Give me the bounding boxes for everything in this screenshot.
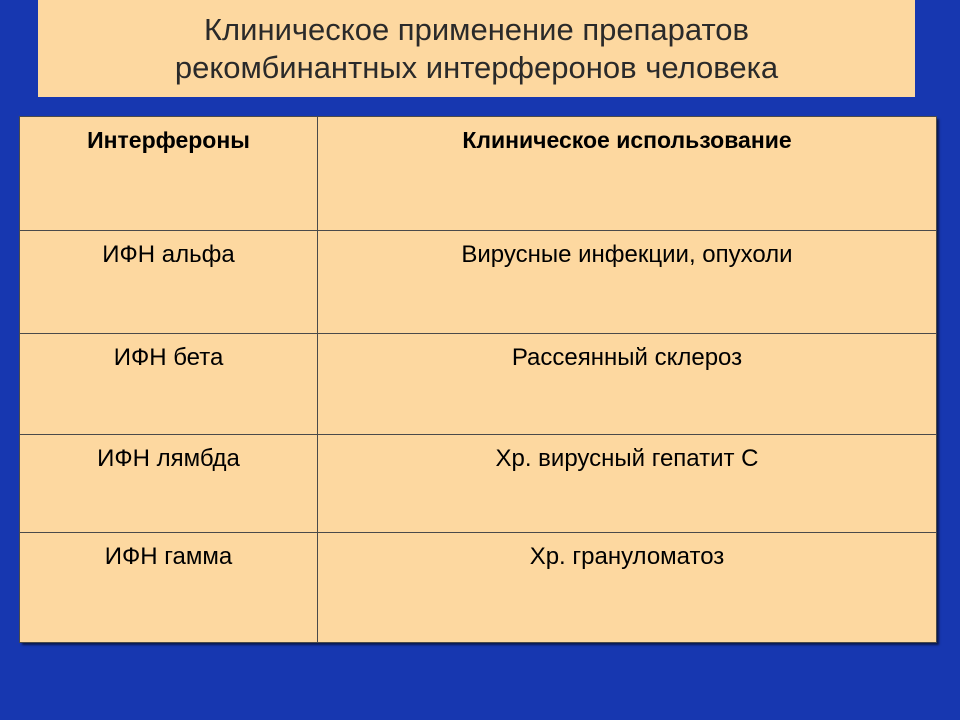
slide-title-box bbox=[38, 0, 915, 97]
cell-interferon: ИФН гамма bbox=[20, 533, 318, 643]
cell-clinical-use: Хр. грануломатоз bbox=[318, 533, 937, 643]
table-header-row bbox=[20, 117, 937, 231]
interferon-table bbox=[19, 116, 937, 643]
header-clinical-use: Клиническое использование bbox=[318, 117, 937, 231]
slide-title-line-1: Клиническое применение препаратов bbox=[204, 11, 749, 47]
cell-clinical-use: Вирусные инфекции, опухоли bbox=[318, 231, 937, 334]
cell-interferon: ИФН альфа bbox=[20, 231, 318, 334]
table-row bbox=[20, 334, 937, 435]
table-row bbox=[20, 435, 937, 533]
interferon-table-container bbox=[19, 116, 936, 642]
cell-interferon: ИФН бета bbox=[20, 334, 318, 435]
slide-title-line-2: рекомбинантных интерферонов человека bbox=[174, 49, 779, 85]
table-row bbox=[20, 231, 937, 334]
cell-clinical-use: Рассеянный склероз bbox=[318, 334, 937, 435]
header-interferons: Интерфероны bbox=[20, 117, 318, 231]
cell-clinical-use: Хр. вирусный гепатит С bbox=[318, 435, 937, 533]
cell-interferon: ИФН лямбда bbox=[20, 435, 318, 533]
table-row bbox=[20, 533, 937, 643]
